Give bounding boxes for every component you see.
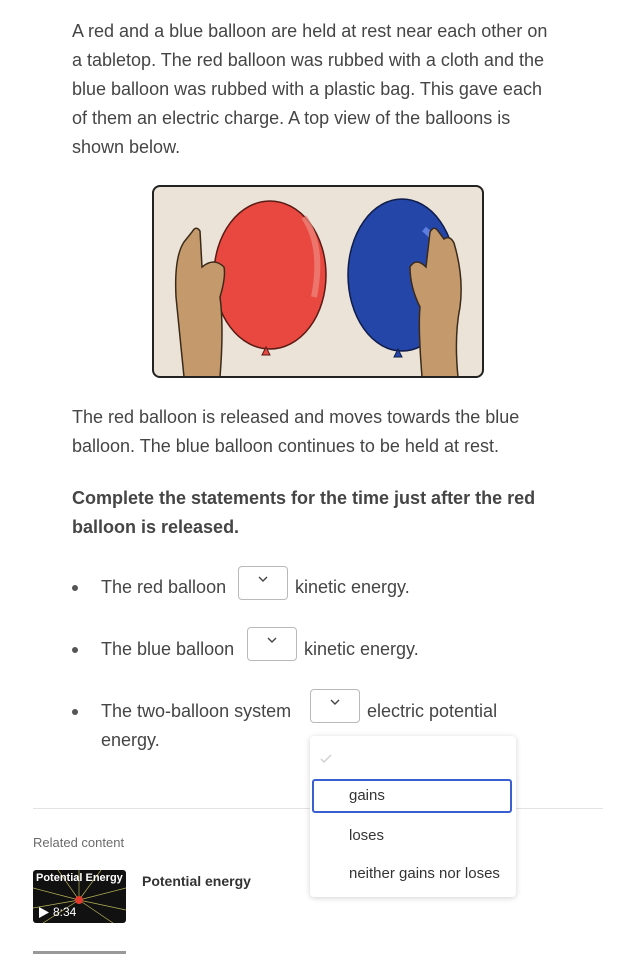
option-neither[interactable]: neither gains nor loses — [349, 865, 500, 882]
related-video-thumbnail[interactable] — [33, 870, 126, 923]
statement-3-after-line2: energy. — [101, 730, 160, 750]
statement-2-select[interactable] — [247, 627, 297, 661]
chevron-down-icon — [330, 699, 340, 706]
statement-2-after: kinetic energy. — [304, 639, 419, 659]
balloons-illustration — [154, 187, 482, 376]
balloons-figure — [152, 185, 484, 378]
statement-1-select[interactable] — [238, 566, 288, 600]
option-gains[interactable]: gains — [312, 779, 512, 813]
statement-3-after: electric potential — [367, 701, 498, 721]
statement-3-before: The two-balloon system — [101, 701, 292, 721]
related-item-title[interactable]: Potential energy — [142, 873, 251, 889]
related-content-label: Related content — [33, 835, 125, 850]
question-intro: A red and a blue balloon are held at rest near each other on a tabletop. The red balloon was rubbed with a cloth and the blue balloon was rubbed with a plastic bag. This gave each of them an electric charge. A top view of the balloons is shown below. — [72, 21, 548, 157]
video-duration: 8:34 — [53, 905, 77, 919]
question-prompt: Complete the statements for the time just after the red balloon is released. — [72, 488, 536, 537]
statement-2-before: The blue balloon — [101, 639, 235, 659]
chevron-down-icon — [267, 637, 277, 644]
statement-1-after: kinetic energy. — [295, 577, 410, 597]
bullet-icon — [72, 647, 78, 653]
checkmark-icon — [320, 754, 332, 763]
statement-3-select[interactable] — [310, 689, 360, 723]
statement-1-before: The red balloon — [101, 577, 227, 597]
question-followup: The red balloon is released and moves towards the blue balloon. The blue balloon continues to be held at rest. — [72, 407, 520, 456]
chevron-down-icon — [258, 576, 268, 583]
option-loses[interactable]: loses — [349, 827, 385, 844]
play-icon — [39, 907, 49, 918]
answer-dropdown-menu — [310, 736, 516, 897]
bullet-icon — [72, 585, 78, 591]
bullet-icon — [72, 709, 78, 715]
thumbnail-title: Potential Energy — [36, 872, 123, 884]
